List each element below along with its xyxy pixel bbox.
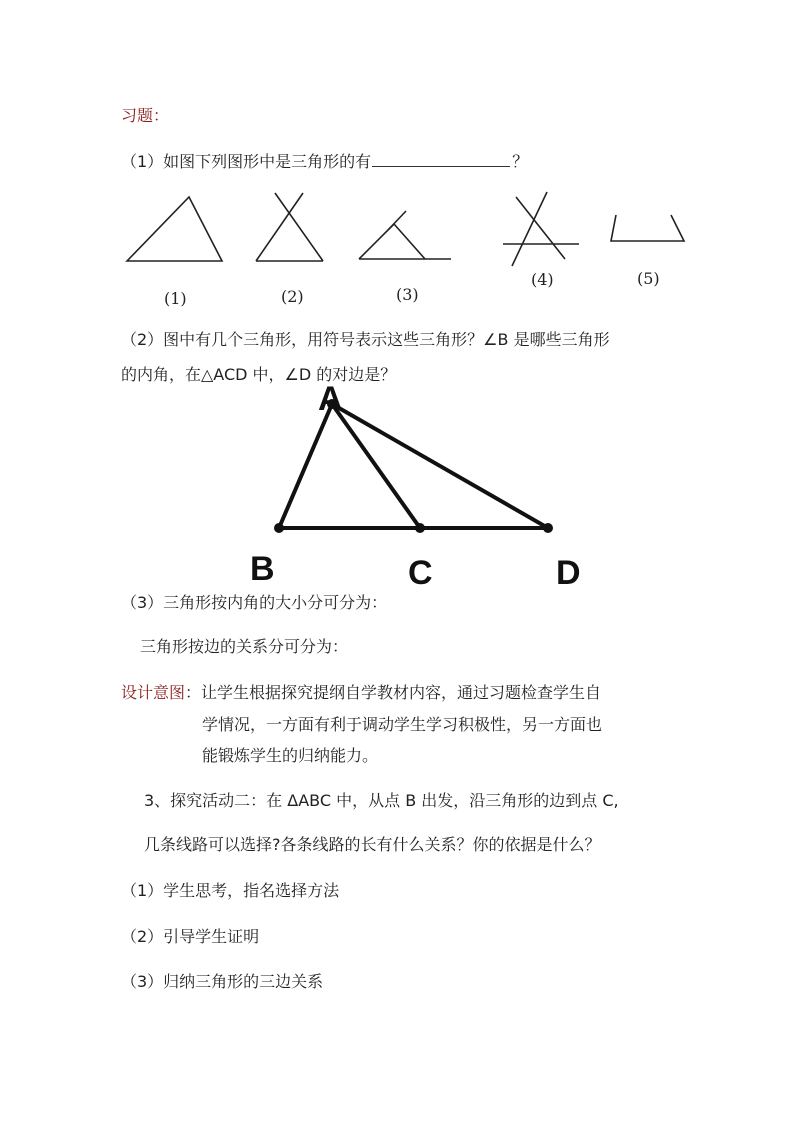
vertex-a-label: A — [318, 380, 343, 418]
figure-5-open-trapezoid — [611, 215, 684, 241]
figure-label-2: (2) — [281, 287, 304, 306]
question-2-line-1: （2）图中有几个三角形，用符号表示这些三角形？∠B 是哪些三角形 — [121, 330, 610, 349]
design-intent-label: 设计意图 — [121, 683, 186, 702]
figure-label-4: (4) — [531, 270, 554, 289]
activity-step-1: （1）学生思考，指名选择方法 — [121, 881, 340, 900]
activity-line-2: 几条线路可以选择?各条线路的长有什么关系？你的依据是什么？ — [144, 835, 601, 854]
triangle-diagram — [279, 404, 548, 528]
figure-1-triangle — [127, 197, 222, 261]
question-1-text: （1）如图下列图形中是三角形的有 — [121, 152, 372, 171]
activity-line-1: 3、探究活动二：在 ΔABC 中，从点 B 出发，沿三角形的边到点 C, — [144, 791, 619, 810]
figure-label-3: (3) — [396, 285, 419, 304]
activity-step-3: （3）归纳三角形的三边关系 — [121, 972, 324, 991]
exercise-heading: 习题： — [121, 106, 170, 125]
figure-2-crossed-triangle — [256, 193, 323, 261]
activity-step-2: （2）引导学生证明 — [121, 927, 260, 946]
question-3-line-1: （3）三角形按内角的大小分可分为： — [121, 593, 388, 612]
segment-ab — [279, 404, 332, 528]
design-intent-line-3: 能锻炼学生的归纳能力。 — [202, 746, 379, 765]
vertex-b-dot — [274, 523, 284, 533]
question-2-line-2: 的内角，在△ACD 中，∠D 的对边是？ — [121, 365, 397, 384]
design-intent-text-1: ：让学生根据探究提纲自学教材内容，通过习题检查学生自 — [185, 683, 602, 702]
vertex-d-dot — [543, 523, 553, 533]
vertex-d-label: D — [556, 554, 581, 592]
segment-ac — [332, 404, 420, 528]
question-1-suffix: ？ — [512, 152, 529, 171]
triangle-vertices — [274, 399, 553, 533]
segment-ad — [332, 404, 548, 528]
figure-label-1: (1) — [164, 289, 187, 308]
vertex-b-label: B — [250, 550, 275, 588]
figure-label-5: (5) — [637, 269, 660, 288]
figure-set — [127, 192, 684, 266]
figure-4-intersecting-lines — [503, 192, 579, 266]
vertex-c-label: C — [408, 554, 433, 592]
design-intent-line-1 — [121, 683, 601, 703]
design-intent-line-2: 学情况，一方面有利于调动学生学习积极性，另一方面也 — [202, 715, 603, 734]
question-3-line-2: 三角形按边的关系分可分为： — [140, 637, 349, 656]
vertex-c-dot — [415, 523, 425, 533]
figure-3-open-shape — [359, 211, 451, 259]
